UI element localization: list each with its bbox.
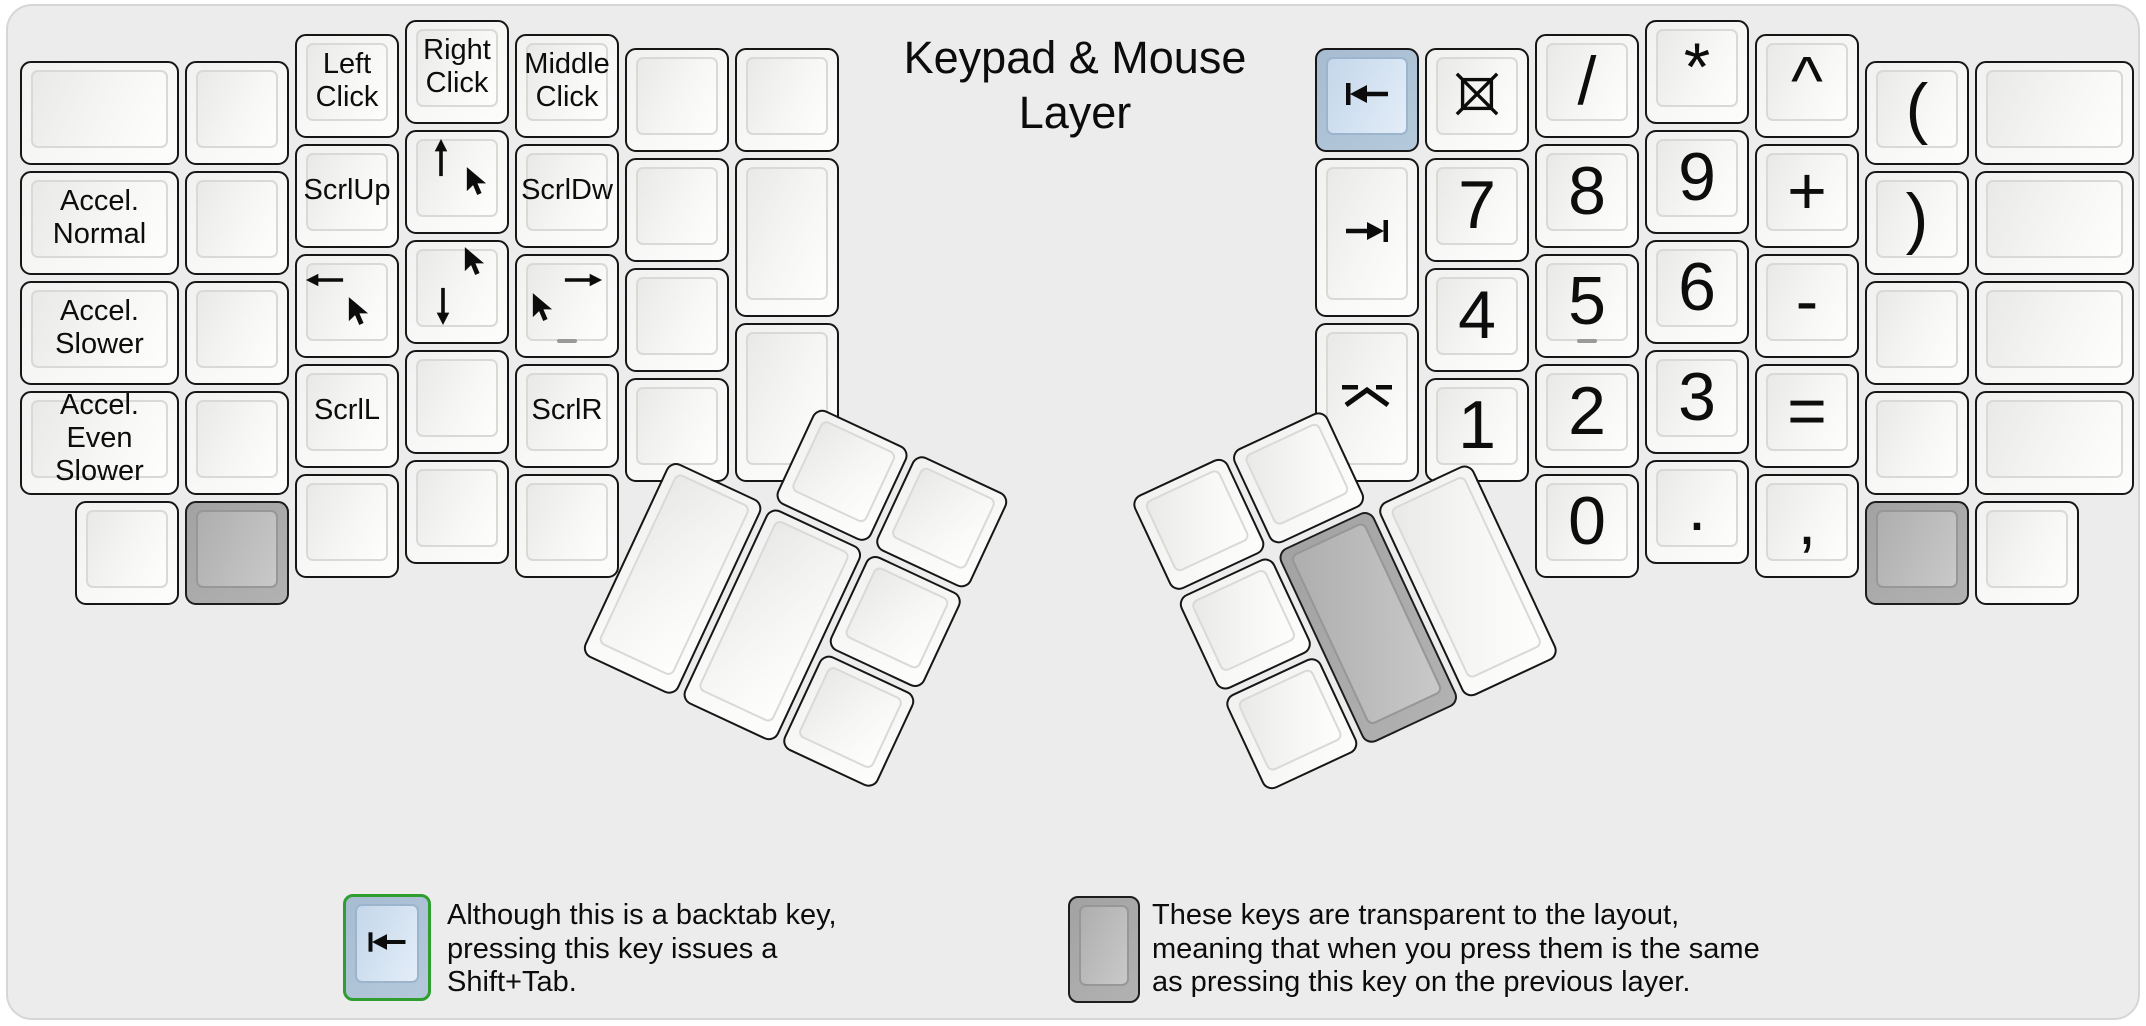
keycap-surface bbox=[746, 167, 828, 300]
key-label: ) bbox=[1905, 180, 1929, 257]
key-label: Accel. Slower bbox=[55, 295, 144, 361]
key-label: - bbox=[1795, 262, 1819, 339]
key-clear bbox=[1425, 48, 1529, 152]
key-mouse-right bbox=[515, 254, 619, 358]
key-comma bbox=[1755, 474, 1859, 578]
backtab-icon bbox=[346, 897, 428, 986]
key-label: 1 bbox=[1458, 386, 1496, 463]
key-transparent bbox=[185, 501, 289, 605]
homing-bar bbox=[1577, 339, 1597, 343]
key-mouse-up bbox=[405, 130, 509, 234]
keycap-surface bbox=[1144, 468, 1251, 573]
mouse-down-icon bbox=[407, 242, 507, 342]
key-blank bbox=[1865, 391, 1969, 495]
keycap-surface bbox=[1876, 400, 1958, 478]
key-2 bbox=[1535, 364, 1639, 468]
key-mouse-down bbox=[405, 240, 509, 344]
key-label: , bbox=[1797, 482, 1817, 559]
key-label: + bbox=[1787, 152, 1827, 229]
key-scroll-down bbox=[515, 144, 619, 248]
key-accel-normal bbox=[20, 171, 179, 275]
mouse-left-icon bbox=[297, 256, 397, 356]
key-label: Middle Click bbox=[524, 47, 610, 113]
key-blank bbox=[185, 281, 289, 385]
key-label: / bbox=[1577, 42, 1597, 119]
key-label: ^ bbox=[1791, 42, 1823, 119]
key-accel-even-slower bbox=[20, 388, 179, 495]
key-blank bbox=[185, 391, 289, 495]
keycap-surface bbox=[797, 665, 904, 770]
title-line-2: Layer bbox=[1018, 87, 1132, 138]
legend-transparent-text: These keys are transparent to the layout, meaning that when you press them is the same as pressing this key on the previous layer. bbox=[1152, 899, 1760, 998]
key-asterisk bbox=[1645, 20, 1749, 124]
key-backtab bbox=[1315, 48, 1419, 152]
keycap-surface bbox=[196, 180, 278, 258]
keycap-surface bbox=[746, 57, 828, 135]
keycap-surface bbox=[636, 277, 718, 355]
arrow-right-icon bbox=[563, 270, 603, 290]
key-label: = bbox=[1787, 372, 1827, 449]
page-title bbox=[770, 30, 1380, 140]
clear-icon bbox=[1427, 50, 1527, 138]
keycap-surface bbox=[196, 510, 278, 588]
key-blank bbox=[1975, 281, 2134, 385]
homing-bar bbox=[557, 339, 577, 343]
key-blank bbox=[1865, 281, 1969, 385]
mouse-cursor-icon bbox=[461, 246, 486, 277]
keycap-surface bbox=[86, 510, 168, 588]
keycap-surface bbox=[1236, 667, 1343, 772]
keycap-surface bbox=[636, 167, 718, 245]
key-blank bbox=[735, 48, 839, 152]
key-accel-slower bbox=[20, 281, 179, 385]
key-open-paren bbox=[1865, 61, 1969, 165]
mouse-cursor-icon bbox=[463, 166, 488, 197]
arrow-left-icon bbox=[305, 270, 345, 290]
title-line-1: Keypad & Mouse bbox=[903, 32, 1247, 83]
key-plus bbox=[1755, 144, 1859, 248]
keycap-surface bbox=[1986, 290, 2123, 368]
key-scroll-left bbox=[295, 364, 399, 468]
key-label: Right Click bbox=[423, 34, 491, 99]
key-label: ScrlDw bbox=[521, 174, 613, 207]
key-7 bbox=[1425, 158, 1529, 262]
key-right-click bbox=[405, 20, 509, 124]
keycap-surface bbox=[1876, 510, 1958, 588]
legend-transparent-key bbox=[1068, 896, 1140, 1003]
key-blank bbox=[1975, 501, 2079, 605]
key-blank bbox=[1975, 391, 2134, 495]
key-caret bbox=[1755, 34, 1859, 138]
key-blank bbox=[185, 61, 289, 165]
mouse-up-icon bbox=[407, 132, 507, 232]
key-label: 8 bbox=[1568, 152, 1606, 229]
key-label: 4 bbox=[1458, 276, 1496, 353]
key-4 bbox=[1425, 268, 1529, 372]
keycap-surface bbox=[1190, 568, 1297, 673]
key-label: ScrlR bbox=[531, 394, 603, 427]
keycap-surface bbox=[526, 483, 608, 561]
key-label: 6 bbox=[1678, 249, 1716, 325]
key-blank bbox=[1975, 61, 2134, 165]
mouse-cursor-icon bbox=[529, 292, 554, 323]
mouse-cursor-icon bbox=[345, 296, 370, 327]
key-blank bbox=[20, 61, 179, 165]
key-6 bbox=[1645, 240, 1749, 344]
key-tab bbox=[1315, 158, 1419, 317]
key-5 bbox=[1535, 254, 1639, 358]
key-label: 3 bbox=[1678, 359, 1716, 435]
keycap-surface bbox=[1986, 400, 2123, 478]
arrow-down-icon bbox=[433, 286, 453, 326]
key-label: Accel. Even Slower bbox=[55, 388, 144, 487]
key-label: Accel. Normal bbox=[52, 185, 147, 251]
key-label: * bbox=[1683, 29, 1711, 105]
key-label: . bbox=[1687, 469, 1707, 545]
keycap-surface bbox=[306, 483, 388, 561]
key-label: Left Click bbox=[315, 47, 379, 113]
key-minus bbox=[1755, 254, 1859, 358]
key-9 bbox=[1645, 130, 1749, 234]
legend-backtab-text: Although this is a backtab key, pressing this key issues a Shift+Tab. bbox=[447, 899, 837, 998]
keycap-surface bbox=[196, 70, 278, 148]
keycap-surface bbox=[1986, 70, 2123, 148]
key-middle-click bbox=[515, 34, 619, 138]
key-left-click bbox=[295, 34, 399, 138]
backtab-icon bbox=[1317, 50, 1417, 138]
key-equals bbox=[1755, 364, 1859, 468]
key-scroll-right bbox=[515, 364, 619, 468]
key-blank bbox=[1975, 171, 2134, 275]
key-0 bbox=[1535, 474, 1639, 578]
key-close-paren bbox=[1865, 171, 1969, 275]
keycap-surface bbox=[1986, 510, 2068, 588]
legend-backtab-key bbox=[343, 894, 431, 1001]
key-label: ScrlUp bbox=[303, 174, 391, 207]
keycap-surface bbox=[416, 469, 498, 547]
key-blank bbox=[625, 158, 729, 262]
key-blank bbox=[735, 158, 839, 317]
keycap-surface bbox=[843, 565, 950, 670]
key-label: 2 bbox=[1568, 372, 1606, 449]
key-transparent bbox=[1865, 501, 1969, 605]
keycap-surface bbox=[196, 400, 278, 478]
key-period bbox=[1645, 460, 1749, 564]
key-label: 9 bbox=[1678, 139, 1716, 215]
key-blank bbox=[75, 501, 179, 605]
key-blank bbox=[295, 474, 399, 578]
keycap-surface bbox=[31, 70, 168, 148]
key-mouse-left bbox=[295, 254, 399, 358]
keycap-surface bbox=[196, 290, 278, 368]
key-blank bbox=[185, 171, 289, 275]
key-label: 7 bbox=[1458, 166, 1496, 243]
key-blank bbox=[405, 460, 509, 564]
key-blank bbox=[625, 268, 729, 372]
key-label: 5 bbox=[1568, 262, 1606, 339]
keycap-surface bbox=[1243, 422, 1350, 527]
keycap-surface bbox=[1876, 290, 1958, 368]
key-label: ScrlL bbox=[313, 394, 381, 427]
key-slash bbox=[1535, 34, 1639, 138]
keycap-surface bbox=[636, 57, 718, 135]
key-3 bbox=[1645, 350, 1749, 454]
key-blank bbox=[625, 48, 729, 152]
key-blank bbox=[405, 350, 509, 454]
tab-icon bbox=[1317, 160, 1417, 303]
keycap-surface bbox=[416, 359, 498, 437]
key-label: ( bbox=[1905, 70, 1929, 147]
key-label: 0 bbox=[1568, 482, 1606, 559]
key-8 bbox=[1535, 144, 1639, 248]
arrow-up-icon bbox=[431, 138, 451, 178]
keycap-surface bbox=[1079, 905, 1129, 986]
key-scroll-up bbox=[295, 144, 399, 248]
keycap-surface bbox=[1986, 180, 2123, 258]
key-blank bbox=[515, 474, 619, 578]
